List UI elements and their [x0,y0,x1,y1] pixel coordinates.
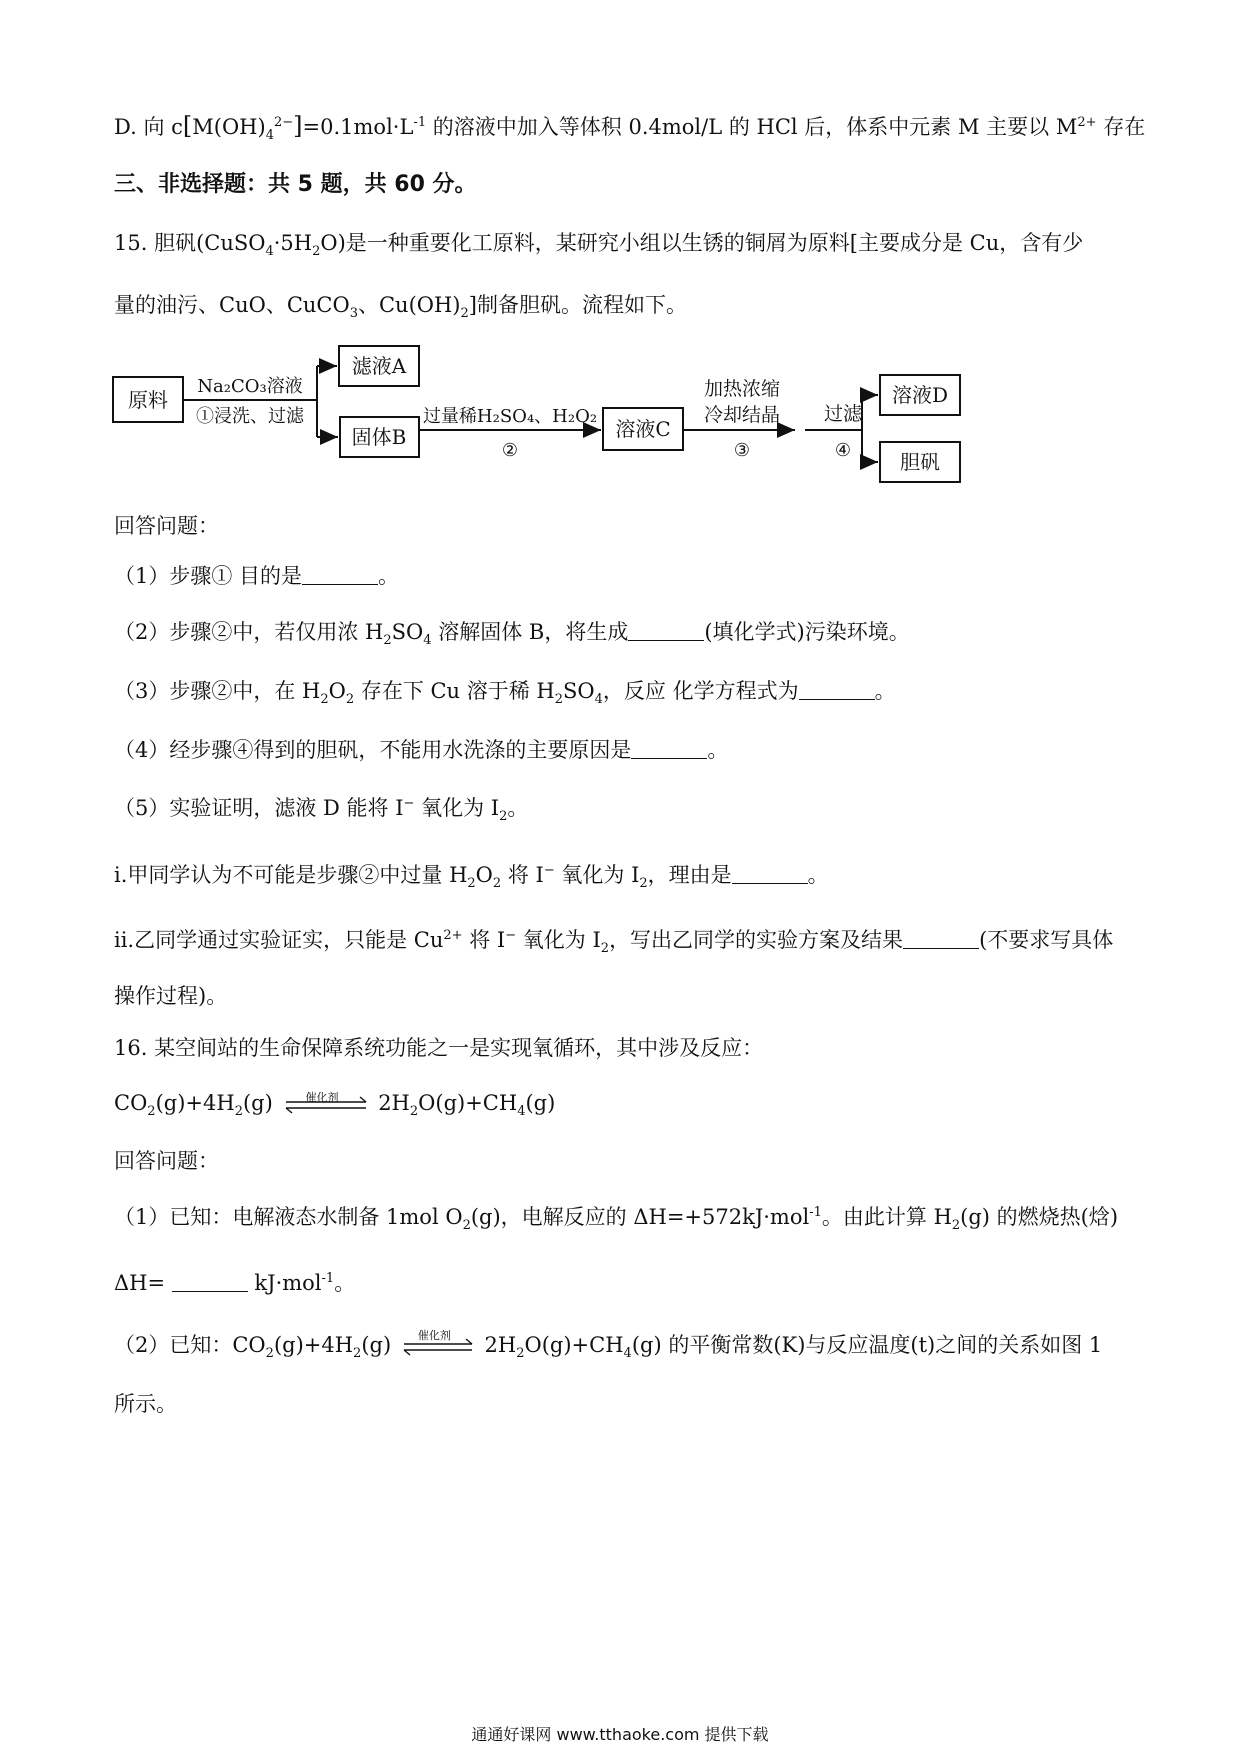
sub: 4 [594,692,603,708]
formula-cuoh2-sub: 2 [460,306,469,322]
ion-m: M [1055,115,1078,139]
label-reagent-1: Na₂CO₃溶液 [197,376,303,397]
answer-blank [631,757,707,759]
answer-blank [903,947,979,949]
q15-part-1 [114,561,399,591]
q16-p1-text-b: (g)，电解反应的 ΔH=+572kJ·mol [470,1205,810,1229]
bracket-sup: 2− [273,115,294,130]
label-reagent-2: 过量稀H₂SO₄、H₂O₂ [422,406,598,427]
part-1-text: （1）步骤① 目的是 [114,564,303,588]
q16-part-2-line-2: 所示。 [114,1392,177,1416]
answer-blank [302,583,378,585]
q16-p2-text-e: O(g)+CH [524,1333,624,1357]
option-d-value-sup: -1 [413,115,427,130]
sub: 2 [462,1218,471,1234]
equilibrium-arrow-icon [398,1330,478,1360]
eq-left-a: CO [114,1091,148,1115]
section-heading: 三、非选择题：共 5 题，共 60 分。 [114,172,477,197]
sub-i-text-b: O [475,863,493,887]
sub: 2 [409,1104,419,1120]
formula-cuco3: CuCO [286,293,350,317]
part-3-text-c: 存在下 Cu 溶于稀 H [354,679,555,703]
part-3-text-e: ，反应 化学方程式为 [602,679,799,703]
option-d-prefix: D. 向 c [114,115,183,139]
sub: 2 [467,876,476,892]
sub-ii-text-e: (不要求写具体 [979,928,1114,952]
sup: − [543,863,555,878]
option-d-value: =0.1mol·L [302,115,414,139]
part-2-text-d: (填化学式)污染环境。 [704,620,910,644]
q15-sub-ii-line-2: 操作过程)。 [114,984,228,1008]
equilibrium-arrow-icon [280,1088,372,1118]
sub: 2 [554,692,564,708]
eq-right-c: (g) [525,1091,556,1115]
sub-i-text-a: i.甲同学认为不可能是步骤②中过量 H [114,863,468,887]
sub: 2 [499,809,508,825]
sub-ii-text-b: 将 I [462,928,506,952]
q15-part-2 [114,617,910,647]
label-step-2: ② [501,440,519,461]
sub-i-text-d: 氧化为 I [554,863,640,887]
part-5-text-b: 氧化为 I [414,796,500,820]
part-5-text-a: （5）实验证明，滤液 D 能将 I [114,796,404,820]
answer-blank [799,698,875,700]
answer-prompt-1: 回答问题： [114,514,219,538]
sup: -1 [321,1271,335,1286]
answer-prompt-2: 回答问题： [114,1149,219,1173]
sub-i-end: 。 [807,863,829,887]
eq-right-b: O(g)+CH [418,1091,518,1115]
catalyst-label-2: 催化剂 [417,1329,451,1342]
option-d-end: 存在 [1096,115,1146,139]
sup: 2+ [443,928,463,943]
q15-line-2 [114,290,687,320]
q16-p2-text-c: (g) [361,1333,392,1357]
bracket-right: ] [293,112,303,140]
sub-ii-text-a: ii.乙同学通过实验证实，只能是 Cu [114,928,444,952]
label-step-3: ③ [733,440,751,461]
answer-blank [628,639,704,641]
sup: − [403,796,415,811]
formula-sub: 4 [265,244,274,260]
sub: 2 [516,1346,525,1362]
q15-part-4 [114,735,728,765]
catalyst-label: 催化剂 [305,1091,339,1104]
q16-part-2 [114,1330,1102,1360]
q16-part-1 [114,1202,1118,1232]
answer-blank [732,882,808,884]
label-op3-line-2: 冷却结晶 [703,404,781,426]
sub: 2 [265,1346,274,1362]
formula-cuco3-sub: 3 [349,306,358,322]
q15-text-1: )是一种重要化工原料，某研究小组以生锈的铜屑为原料[主要成分是 Cu，含有少 [337,231,1084,255]
sup: -1 [809,1205,822,1220]
formula-sub-2: 2 [312,244,321,260]
equilibrium-arrow-2 [398,1330,478,1360]
sub-i-text-c: 将 I [501,863,544,887]
q16-p2-text-a: （2）已知：CO [114,1333,266,1357]
sub: 4 [623,1346,632,1362]
label-op4: 过滤 [823,403,863,425]
bracket-content: M(OH) [192,115,266,139]
eq-left-b: (g)+4H [155,1091,235,1115]
ion-m-charge: 2+ [1077,115,1097,130]
q15-sub-ii [114,925,1113,955]
q15-text-2: 量的油污、CuO、 [114,293,287,317]
label-step-1: ①浸洗、过滤 [196,406,304,427]
separator: 、 [357,293,379,317]
answer-blank [172,1290,248,1292]
q16-p2-text-b: (g)+4H [273,1333,354,1357]
formula-cuoh2: Cu(OH) [378,293,461,317]
q16-equation [114,1088,555,1118]
label-solid-b: 固体B [351,425,407,449]
sub: 2 [320,692,329,708]
sub-i-text-e: ，理由是 [647,863,732,887]
option-d [114,111,1145,142]
q16-p1-text-c: 。由此计算 H [821,1205,952,1229]
part-5-end: 。 [507,796,529,820]
q16-p2-text-d: 2H [477,1333,517,1357]
option-d-tail: 的溶液中加入等体积 0.4mol/L 的 HCl 后，体系中元素 M 主要以 [426,115,1056,139]
page-footer: 通通好课网 www.tthaoke.com 提供下载 [471,1725,769,1744]
sub-ii-text-c: 氧化为 I [516,928,601,952]
formula-end: O [320,231,338,255]
part-2-text-c: 溶解固体 B，将生成 [431,620,629,644]
equilibrium-arrow [280,1088,372,1118]
formula-cuso4: CuSO [204,231,266,255]
q16-p1-text-a: （1）已知：电解液态水制备 1mol O [114,1205,463,1229]
sub: 2 [639,876,648,892]
q15-sub-i [114,860,829,890]
sub: 2 [600,941,610,957]
part-1-end: 。 [378,564,400,588]
eq-left-c: (g) [242,1091,273,1115]
label-step-4: ④ [834,440,852,461]
sub: 4 [517,1104,526,1120]
q15-line-1 [114,228,1083,258]
sub: 4 [423,633,432,649]
sub-ii-text-d: ，写出乙同学的实验方案及结果 [609,928,904,952]
bracket-sub: 4 [265,128,274,144]
q16-intro: 16. 某空间站的生命保障系统功能之一是实现氧循环，其中涉及反应： [114,1036,764,1060]
label-solution-c: 溶液C [615,417,671,441]
q16-p1-line2-b: kJ·mol [247,1271,322,1295]
label-solution-d: 溶液D [891,383,949,407]
q16-p1-text-d: (g) 的燃烧热(焓) [960,1205,1119,1229]
part-4-end: 。 [707,738,729,762]
label-filtrate-a: 滤液A [351,354,407,378]
q16-p1-line2-a: ΔH= [114,1271,172,1295]
sub: 2 [353,1346,362,1362]
label-product: 胆矾 [900,450,940,474]
q15-number: 15. 胆矾( [114,231,205,255]
part-3-end: 。 [874,679,896,703]
q16-p1-line2-end: 。 [334,1271,356,1295]
label-op3-line-1: 加热浓缩 [703,378,781,400]
q16-part-1-line-2 [114,1268,355,1298]
bracket-left: [ [182,112,193,140]
label-raw: 原料 [128,388,168,412]
sub: 2 [234,1104,243,1120]
q15-part-5 [114,793,528,823]
formula-mid: ·5H [273,231,313,255]
sub: 2 [147,1104,156,1120]
flow-diagram [0,340,1240,490]
part-3-text-b: O [328,679,346,703]
eq-right-a: 2H [378,1091,410,1115]
q16-p2-text-f: (g) 的平衡常数(K)与反应温度(t)之间的关系如图 1 [631,1333,1103,1357]
sup: − [505,928,517,943]
sub: 2 [492,876,502,892]
part-2-text-a: （2）步骤②中，若仅用浓 H [114,620,384,644]
sub: 2 [383,633,392,649]
q15-text-3: ]制备胆矾。流程如下。 [468,293,687,317]
part-2-text-b: SO [391,620,424,644]
part-3-text-d: SO [563,679,595,703]
sub: 2 [951,1218,961,1234]
part-3-text-a: （3）步骤②中，在 H [114,679,321,703]
sub: 2 [345,692,355,708]
part-4-text: （4）经步骤④得到的胆矾，不能用水洗涤的主要原因是 [114,738,632,762]
q15-part-3 [114,676,896,706]
